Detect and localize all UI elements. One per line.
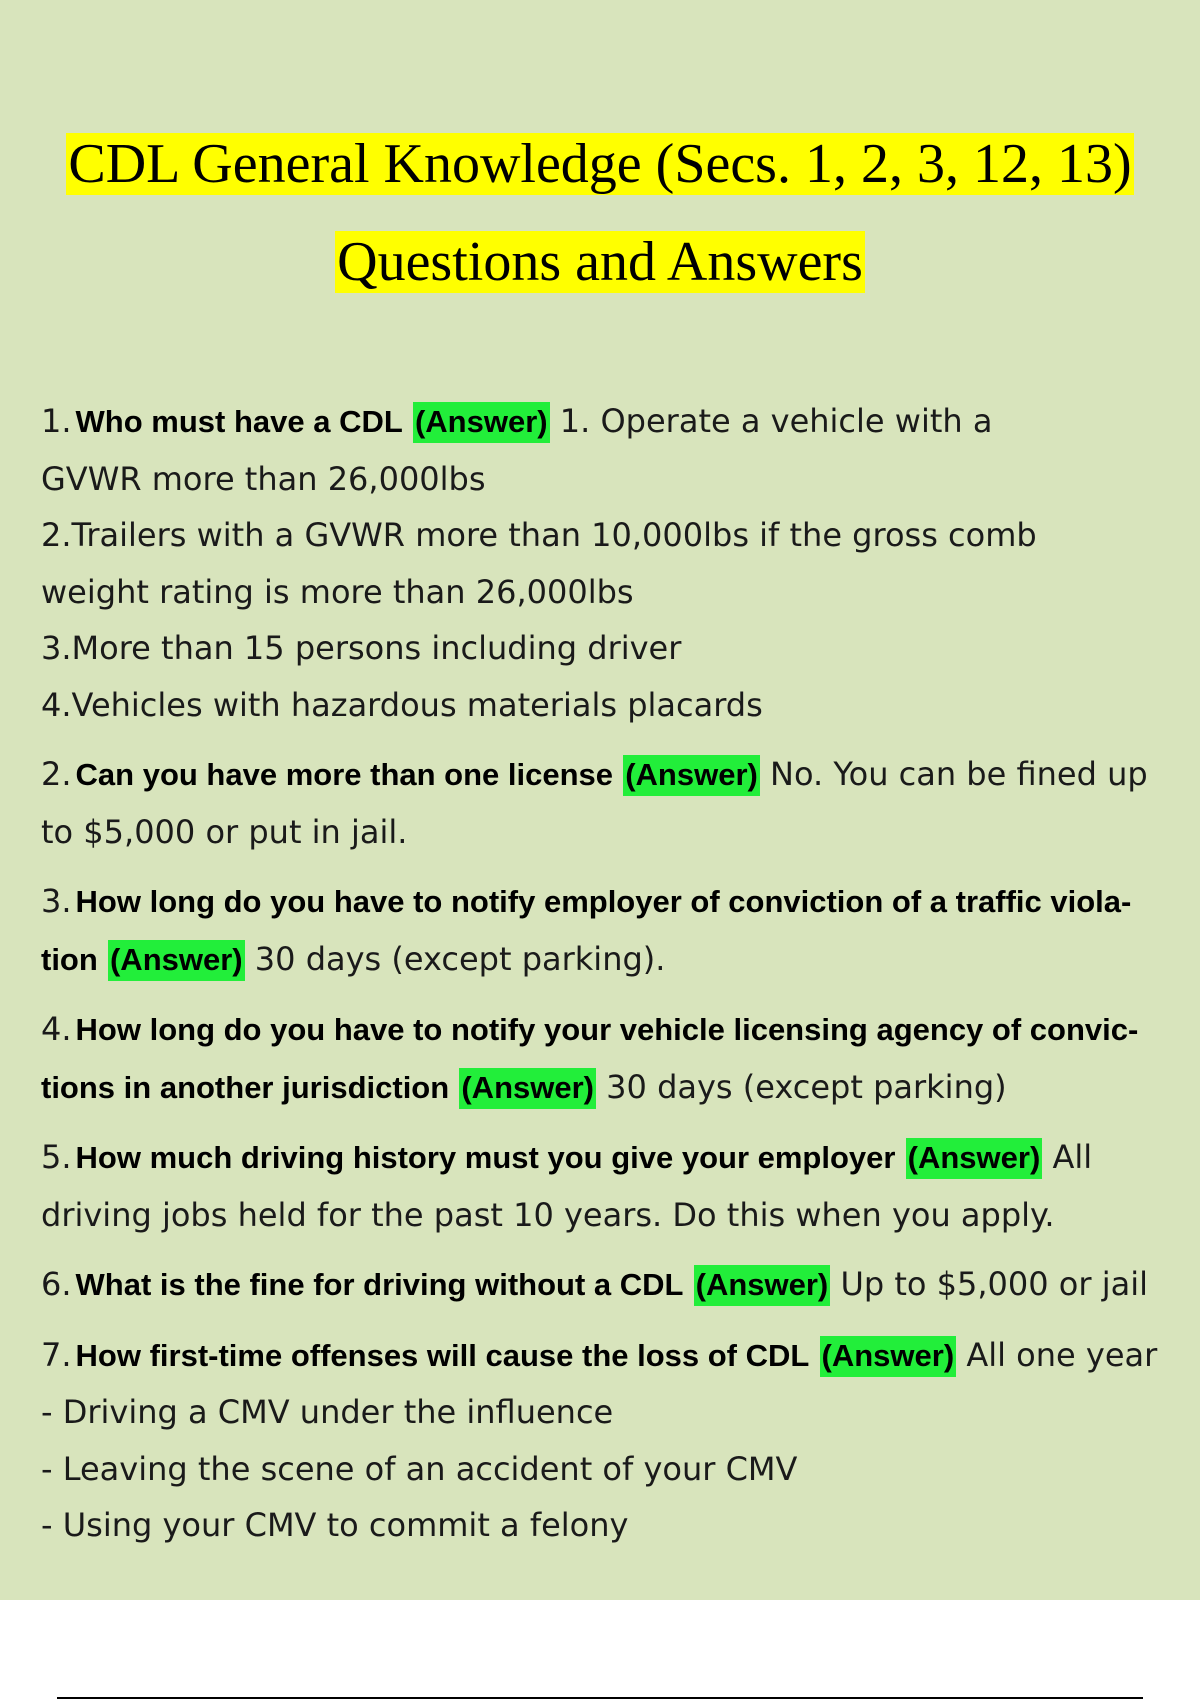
qa-question: How long do you have to notify your vehicle licensing agency of convic- tions in another jurisdiction: [41, 1012, 1139, 1105]
qa-item: [41, 1256, 1191, 1314]
qa-item: [41, 393, 1191, 733]
qa-item: [41, 746, 1191, 860]
title-line-2: Questions and Answers: [337, 231, 863, 293]
qa-number: 5.: [41, 1138, 72, 1176]
qa-number: 3.: [41, 882, 72, 920]
qa-item: [41, 873, 1191, 988]
qa-answer-line: - Driving a CMV under the influence: [41, 1393, 614, 1431]
qa-answer-line: 3.More than 15 persons including driver: [41, 629, 682, 667]
qa-item: [41, 1001, 1191, 1116]
qa-answer-line: 4.Vehicles with hazardous materials placards: [41, 685, 763, 724]
qa-number: 4.: [41, 1010, 72, 1048]
qa-number: 2.: [41, 755, 72, 793]
qa-answer: 1. Operate a vehicle with a: [559, 402, 993, 440]
qa-answer-line: weight rating is more than 26,000lbs: [41, 572, 634, 611]
qa-answer-line: - Leaving the scene of an accident of your CMV: [41, 1449, 798, 1488]
answer-tag: (Answer): [413, 402, 550, 443]
answer-tag: (Answer): [459, 1068, 596, 1109]
qa-question: Who must have a CDL: [75, 404, 403, 439]
footer-divider: [57, 1697, 1143, 1699]
answer-tag: (Answer): [108, 940, 245, 981]
qa-number: 1.: [41, 402, 72, 440]
qa-answer-line: to $5,000 or put in jail.: [41, 812, 408, 851]
qa-question: How much driving history must you give your employer: [75, 1140, 896, 1175]
qa-answer: All: [1052, 1138, 1093, 1176]
qa-number: 6.: [41, 1265, 72, 1303]
title-line-1: CDL General Knowledge (Secs. 1, 2, 3, 12, 13): [68, 133, 1132, 195]
qa-answer-line: 2.Trailers with a GVWR more than 10,000lbs if the gross comb: [41, 516, 1037, 554]
qa-answer: All one year: [966, 1335, 1158, 1374]
answer-tag: (Answer): [820, 1336, 957, 1377]
qa-answer: No. You can be fined up: [770, 755, 1148, 793]
qa-answer-line: GVWR more than 26,000lbs: [41, 459, 486, 498]
qa-question: What is the fine for driving without a CDL: [75, 1267, 684, 1302]
qa-item: [41, 1327, 1191, 1554]
qa-item: [41, 1129, 1191, 1243]
qa-number: 7.: [41, 1335, 72, 1374]
answer-tag: (Answer): [906, 1138, 1043, 1179]
answer-tag: (Answer): [623, 755, 760, 796]
qa-answer-line: driving jobs held for the past 10 years. Do this when you apply.: [41, 1195, 1055, 1234]
answer-tag: (Answer): [694, 1265, 831, 1306]
qa-answer-line: - Using your CMV to commit a felony: [41, 1506, 629, 1544]
qa-question: Can you have more than one license: [75, 757, 614, 792]
document-title: [0, 115, 1200, 311]
qa-answer: Up to $5,000 or jail: [840, 1265, 1148, 1303]
qa-question: How first-time offenses will cause the loss of CDL: [75, 1337, 810, 1373]
qa-question: How long do you have to notify employer of conviction of a traffic viola- tion: [41, 884, 1132, 977]
qa-answer: 30 days (except parking): [606, 1067, 1007, 1106]
qa-answer: 30 days (except parking).: [254, 939, 666, 978]
qa-list: [41, 393, 1191, 1567]
